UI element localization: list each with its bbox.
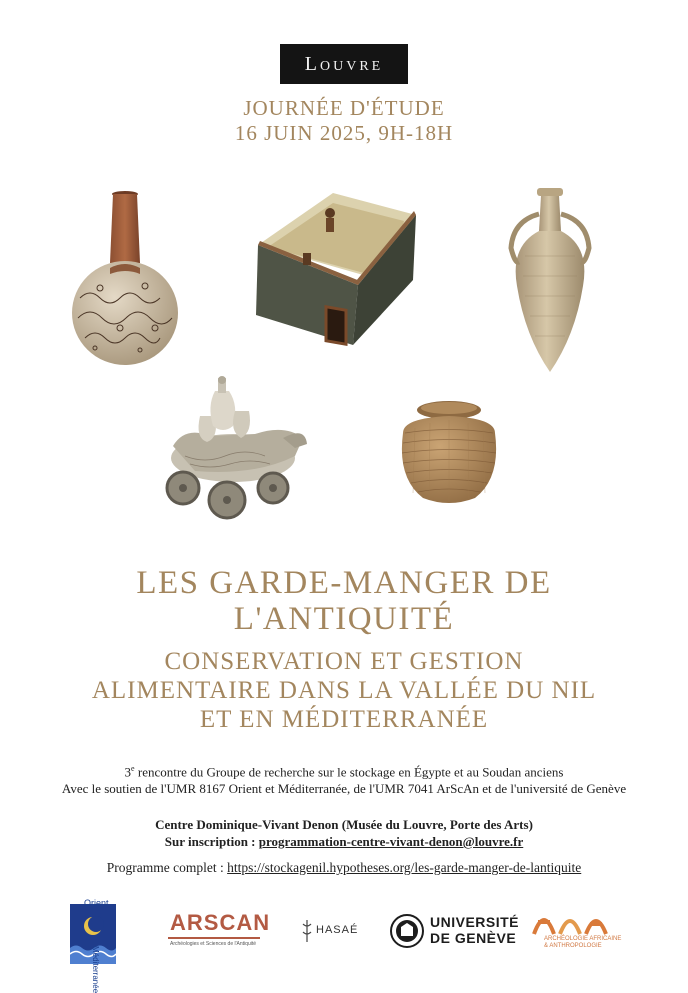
- meeting-info: 3e rencontre du Groupe de recherche sur le stockage en Égypte et au Soudan anciens: [124, 764, 564, 780]
- orient-mediterranee-logo: Orient Méditerranée: [70, 898, 132, 964]
- arscan-rule: [168, 937, 260, 939]
- granary-model-image: [248, 185, 420, 350]
- universite-geneve-logo: [390, 910, 520, 954]
- subtitle-line-2: ALIMENTAIRE DANS LA VALLÉE DU NIL: [91, 677, 597, 704]
- hasae-emblem: [302, 920, 312, 942]
- event-date: 16 JUIN 2025, 9H-18H: [234, 121, 454, 145]
- title-line-1: LES GARDE-MANGER DE: [136, 565, 552, 601]
- hasae-logo: HASAÉ: [302, 918, 368, 948]
- support-info: Avec le soutien de l'UMR 8167 Orient et Méditerranée, de l'UMR 7041 ArScAn et de l'université de Genève: [61, 781, 627, 796]
- basket-image: [395, 398, 503, 506]
- signup: Sur inscription : programmation-centre-vivant-denon@louvre.fr: [164, 834, 524, 849]
- acan-emblem: [530, 904, 618, 936]
- title-line-2: L'ANTIQUITÉ: [233, 601, 455, 637]
- unige-text: UNIVERSITÉ DE GENÈVE: [430, 914, 520, 946]
- acan-logo: [530, 904, 620, 954]
- amphora-image: [505, 186, 595, 374]
- programme-link[interactable]: https://stockagenil.hypotheses.org/les-garde-manger-de-lantiquite: [227, 860, 582, 875]
- arscan-logo: ARSCAN Archéologies et Sciences de l'Antiquité: [170, 910, 271, 947]
- unige-seal: [390, 914, 424, 948]
- subtitle-line-3: ET EN MÉDITERRANÉE: [199, 706, 489, 733]
- event-type: JOURNÉE D'ÉTUDE: [243, 96, 445, 120]
- venue: Centre Dominique-Vivant Denon (Musée du Louvre, Porte des Arts): [155, 817, 533, 832]
- programme: Programme complet : https://stockagenil.hypotheses.org/les-garde-manger-de-lantiquite: [106, 860, 582, 875]
- signup-email-link[interactable]: programmation-centre-vivant-denon@louvre.fr: [258, 834, 524, 849]
- acan-subtitle: ARCHÉOLOGIE AFRICAINE & ANTHROPOLOGIE: [544, 936, 622, 949]
- subtitle-line-1: CONSERVATION ET GESTION: [164, 648, 524, 675]
- louvre-logo: Louvre: [280, 44, 408, 84]
- wheeled-vessel-image: [155, 376, 310, 526]
- decorated-vase-image: [70, 188, 180, 368]
